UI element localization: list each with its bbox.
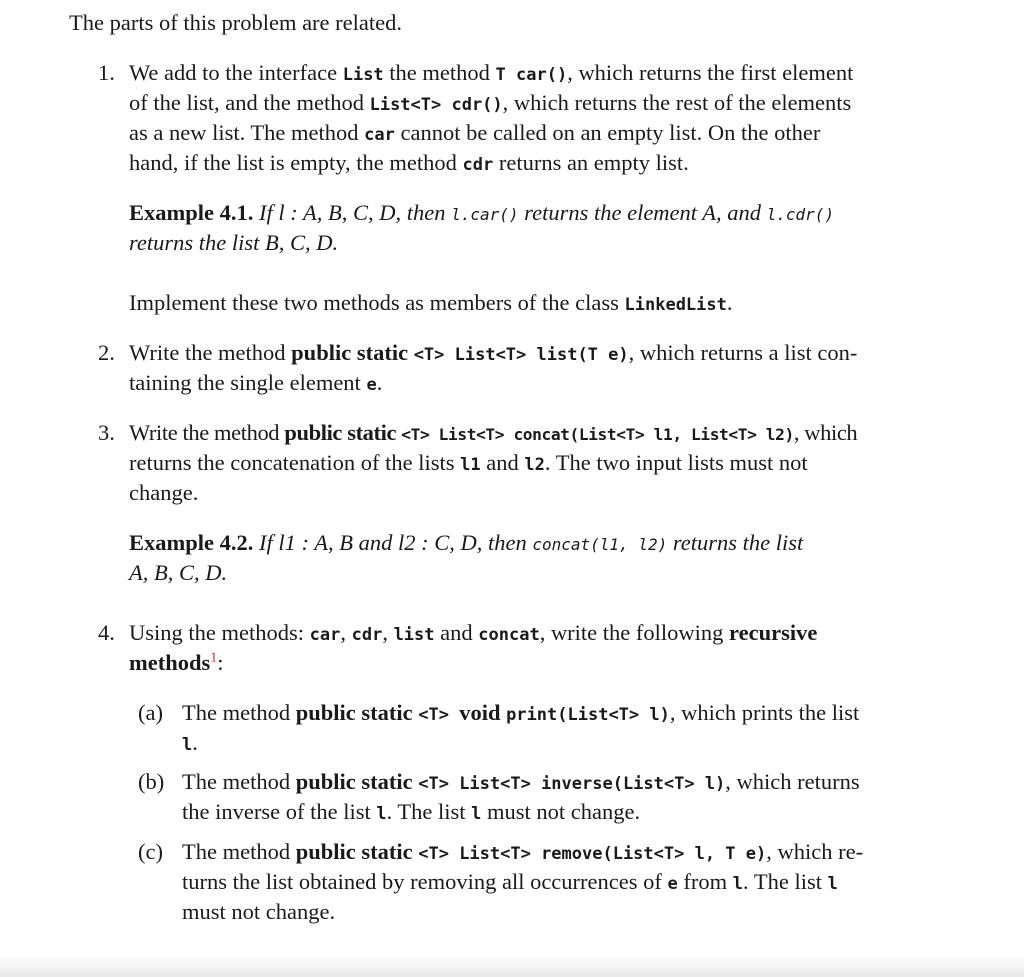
example-4-1-line-2: returns the list B, C, D. [129,230,339,255]
item-1-line-1: We add to the interface List the method T car(), which returns the first element [129,60,854,85]
intro-line: The parts of this problem are related. [69,10,402,35]
item-4-line-1: Using the methods: car, cdr, list and concat, write the following recursive [129,620,818,645]
sub-a-line-2: l. [182,730,198,755]
implement-line: Implement these two methods as members of the class LinkedList. [129,290,733,315]
example-4-1-line-1: Example 4.1. If l : A, B, C, D, then l.car() returns the element A, and l.cdr() [129,200,835,225]
item-3-number: 3. [98,420,115,445]
item-1-line-3: as a new list. The method car cannot be called on an empty list. On the other [129,120,821,145]
item-2-number: 2. [98,340,115,365]
item-4-number: 4. [98,620,115,645]
footnote-1-marker[interactable]: 1 [210,650,218,666]
item-1-line-4: hand, if the list is empty, the method cdr returns an empty list. [129,150,689,175]
item-1-line-2: of the list, and the method List<T> cdr(), which returns the rest of the elements [129,90,852,115]
item-2-line-1: Write the method public static <T> List<T> list(T e), which returns a list con- [129,340,858,365]
sub-b-line-1: The method public static <T> List<T> inverse(List<T> l), which returns [182,769,860,794]
page-bottom-shadow [0,955,1024,977]
sub-c-line-3: must not change. [182,899,336,924]
item-3-line-2: returns the concatenation of the lists l1 and l2. The two input lists must not [129,450,808,475]
item-3-line-1: Write the method public static <T> List<T> concat(List<T> l1, List<T> l2), which [129,420,858,445]
sub-a-line-1: The method public static <T> void print(List<T> l), which prints the list [182,700,860,725]
item-2-line-2: taining the single element e. [129,370,383,395]
example-4-2-line-1: Example 4.2. If l1 : A, B and l2 : C, D, then concat(l1, l2) returns the list [129,530,804,555]
item-4-line-2: methods$^1$: [129,650,224,675]
sub-a-label: (a) [138,700,163,725]
item-1-number: 1. [98,60,115,85]
sub-c-line-2: turns the list obtained by removing all occurrences of e from l. The list l [182,869,838,894]
sub-b-label: (b) [138,769,165,794]
example-4-2-line-2: A, B, C, D. [129,560,228,585]
sub-b-line-2: the inverse of the list l. The list l must not change. [182,799,641,824]
item-3-line-3: change. [129,480,199,505]
sub-c-label: (c) [138,839,163,864]
sub-c-line-1: The method public static <T> List<T> remove(List<T> l, T e), which re- [182,839,864,864]
